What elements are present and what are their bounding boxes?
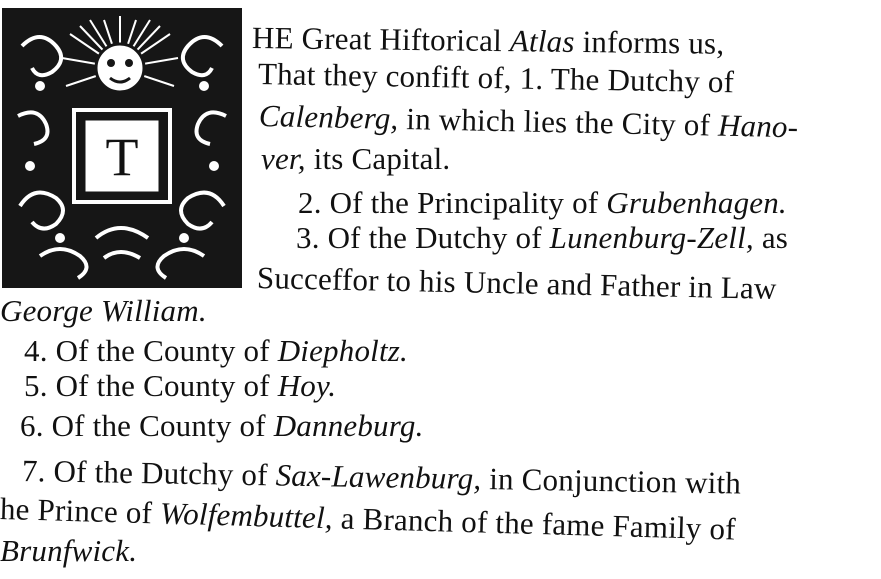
text-line-13: he Prince of Wolfembuttel, a Branch of the fame Family of: [0, 491, 737, 547]
text-line-12: 7. Of the Dutchy of Sax-Lawenburg, in Conjunction with: [21, 453, 742, 501]
text-line-3: Calenberg, in which lies the City of Hano-: [258, 98, 799, 145]
text-line-5: 2. Of the Principality of Grubenhagen.: [298, 185, 787, 220]
initial-letter: T: [105, 127, 139, 187]
text-line-7: Succeffor to his Uncle and Father in Law: [256, 260, 777, 306]
text-line-9: 4. Of the County of Diepholtz.: [24, 333, 409, 368]
decorated-initial: [0, 6, 244, 290]
text-line-2: That they confift of, 1. The Dutchy of: [257, 56, 735, 100]
text-line-6: 3. Of the Dutchy of Lunenburg-Zell, as: [296, 220, 789, 255]
text-line-4: ver, its Capital.: [261, 141, 451, 176]
text-line-8: George William.: [0, 293, 207, 328]
text-line-11: 6. Of the County of Danneburg.: [20, 408, 424, 443]
text-line-1: HE Great Hiftorical Atlas informs us,: [251, 20, 725, 61]
text-line-10: 5. Of the County of Hoy.: [24, 368, 337, 403]
text-line-14: Brunfwick.: [0, 533, 138, 568]
